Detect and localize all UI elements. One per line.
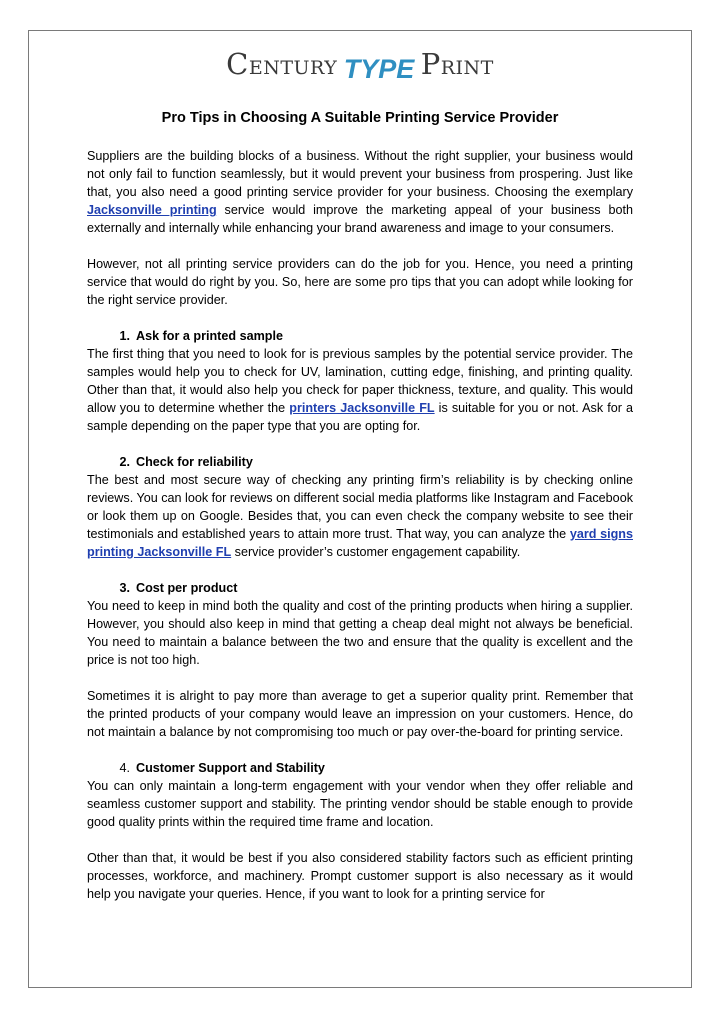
section-heading-4: 4. Customer Support and Stability [119, 761, 325, 775]
section-3-paragraph-1: You need to keep in mind both the quality and cost of the printing products when hiring a supplier. However, you should also keep in mind that getting a cheap deal might not always be beneficial. You need to maintain a balance between the two and ensure that the quality is excellent and the price is not too high. [87, 599, 633, 667]
intro-paragraph-2: However, not all printing service providers can do the job for you. Hence, you need a printing service that would do right by you. So, here are some pro tips that you can adopt while looking for the right service provider. [87, 257, 633, 307]
section-heading-2: 2. Check for reliability [119, 455, 253, 469]
section-heading-1: 1. Ask for a printed sample [119, 329, 283, 343]
section-4-paragraph-1: You can only maintain a long-term engagement with your vendor when they offer reliable and seamless customer support and stability. The printing vendor should be stable enough to provide good quality prints within the required time frame and location. [87, 779, 633, 829]
section-heading-3: 3. Cost per product [119, 581, 238, 595]
document-body [87, 147, 633, 903]
section-4-paragraph-2: Other than that, it would be best if you also considered stability factors such as efficient printing processes, workforce, and machinery. Prompt customer support is also necessary as it would help you navigate your queries. Hence, if you want to look for a printing service for [87, 851, 633, 901]
document-title: Pro Tips in Choosing A Suitable Printing Service Provider [161, 110, 559, 126]
section-2-paragraph: The best and most secure way of checking any printing firm’s reliability is by checking online reviews. You can look for reviews on different social media platforms like Instagram and Facebook or look them up on Google. Besides that, you can even check the company website to see their testimonials and established years to attain more trust. That way, you can analyze the yard signs printing Jacksonville FL service provider’s customer engagement capability. [87, 473, 633, 559]
link-printers-jacksonville-fl[interactable]: printers Jacksonville FL [289, 401, 435, 415]
company-logo [0, 47, 720, 84]
logo-word-print: PRINT [420, 47, 494, 81]
link-jacksonville-printing[interactable]: Jacksonville printing [87, 203, 217, 217]
section-1-paragraph: The first thing that you need to look for is previous samples by the potential service provider. The samples would help you to check for UV, lamination, cutting edge, finishing, and printing quality. Other than that, it would also help you check for paper thickness, texture, and quality. This would allow you to determine whether the printers Jacksonville FL is suitable for you or not. Ask for a sample depending on the paper type that you are opting for. [87, 347, 633, 433]
section-3-paragraph-2: Sometimes it is alright to pay more than average to get a superior quality print. Remember that the printed products of your company would leave an impression on your customers. Hence, do not maintain a balance by not compromising too much or pay over-the-board for printing service. [87, 689, 633, 739]
logo-word-type: TYPE [343, 54, 415, 84]
intro-paragraph-1: Suppliers are the building blocks of a business. Without the right supplier, your business would not only fail to function seamlessly, but it would prevent your business from prospering. Just like that, you also need a good printing service provider for your business. Choosing the exemplary Jacksonville printing service would improve the marketing appeal of your business both externally and internally while enhancing your brand awareness and image to your consumers. [87, 149, 633, 235]
link-yard-signs-printing[interactable]: yard signs printing Jacksonville FL [87, 527, 633, 559]
logo-word-century: CENTURY [226, 47, 338, 81]
